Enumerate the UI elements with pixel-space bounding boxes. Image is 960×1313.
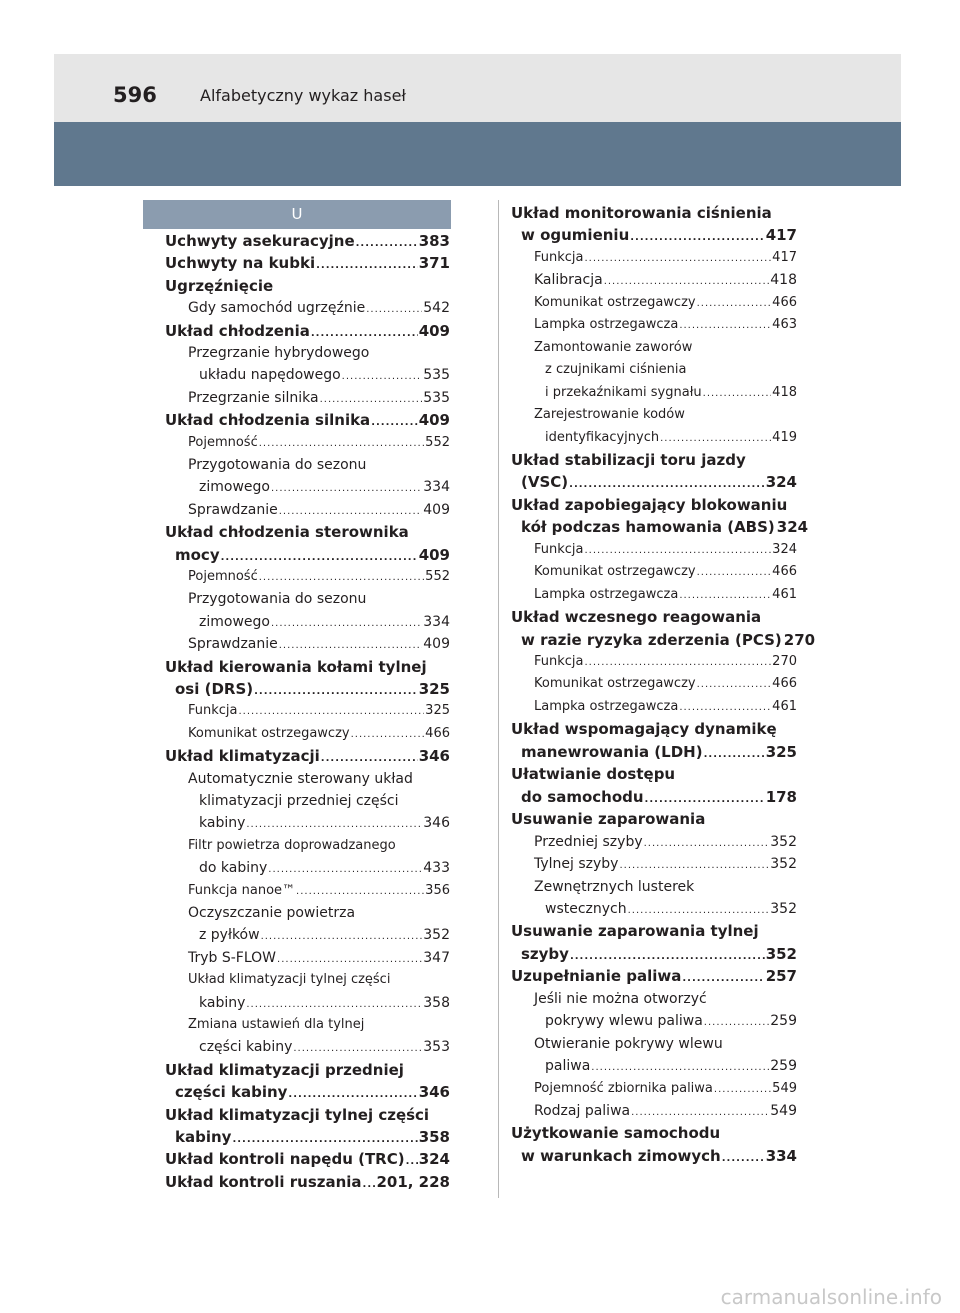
entry-page-number: 324	[776, 518, 809, 537]
entry-page-number: 409	[423, 636, 450, 653]
dot-leader	[371, 413, 418, 433]
entry-text: Zarejestrowanie kodów	[534, 407, 685, 423]
index-subentry	[511, 854, 797, 876]
index-subentry	[165, 1037, 450, 1059]
entry-text: Sprawdzanie	[188, 636, 278, 653]
entry-page-number: 466	[772, 294, 797, 310]
entry-text: Przegrzanie silnika	[188, 389, 319, 406]
entry-text: Układ klimatyzacji przedniej	[165, 1060, 404, 1079]
entry-text: Układ kierowania kołami tylnej	[165, 657, 427, 676]
index-entry	[511, 203, 797, 223]
index-subentry	[511, 360, 797, 380]
dot-leader	[644, 834, 770, 854]
index-entry	[165, 1172, 450, 1195]
index-subentry	[165, 948, 450, 970]
dot-leader	[682, 969, 764, 989]
dot-leader	[703, 384, 772, 404]
entry-page-number: 352	[770, 856, 797, 873]
index-subentry	[511, 338, 797, 358]
entry-text: w ogumieniu	[521, 226, 630, 245]
entry-text: w warunkach zimowych	[521, 1146, 721, 1165]
entry-page-number: 383	[418, 232, 450, 250]
dot-leader	[246, 995, 422, 1015]
entry-text: manewrowania (LDH)	[521, 742, 703, 761]
index-entry	[165, 679, 450, 702]
index-entry	[165, 410, 450, 433]
entry-text: Usuwanie zaparowania	[511, 810, 706, 829]
entry-page-number: 324	[765, 473, 797, 492]
entry-text: Układ klimatyzacji tylnej części	[165, 1105, 430, 1124]
entry-page-number: 259	[770, 1058, 797, 1075]
entry-text: Zewnętrznych lusterek	[534, 878, 695, 895]
dot-leader	[271, 614, 422, 634]
header-blue-band	[54, 122, 901, 186]
index-subentry	[511, 877, 797, 897]
entry-text: Użytkowanie samochodu	[511, 1124, 721, 1143]
index-subentry	[165, 791, 450, 811]
dot-leader	[630, 228, 764, 248]
dot-leader	[660, 429, 771, 449]
entry-page-number: 417	[765, 226, 797, 245]
entry-text: Lampka ostrzegawcza	[534, 317, 679, 333]
dot-leader	[569, 475, 765, 495]
dot-leader	[604, 272, 770, 292]
entry-text: Funkcja	[534, 541, 584, 557]
index-entry	[511, 1146, 797, 1169]
entry-page-number: 542	[423, 300, 450, 317]
dot-leader	[239, 702, 425, 722]
entry-page-number: 463	[772, 317, 797, 333]
dot-leader	[679, 316, 771, 336]
page-number: 596	[113, 83, 157, 107]
entry-text: Pojemność	[188, 434, 258, 450]
index-subentry	[165, 970, 450, 990]
dot-leader	[645, 790, 765, 810]
dot-leader	[679, 698, 771, 718]
dot-leader	[585, 541, 772, 561]
entry-text: Kalibracja	[534, 272, 603, 289]
entry-text: Pojemność zbiornika paliwa	[534, 1080, 713, 1096]
entry-text: Uzupełnianie paliwa	[511, 967, 682, 986]
dot-leader	[221, 548, 418, 568]
entry-page-number: 461	[772, 586, 797, 602]
entry-page-number: 466	[425, 725, 450, 741]
index-entry	[165, 276, 450, 296]
entry-text: zimowego	[199, 479, 270, 496]
entry-text: do samochodu	[521, 787, 644, 806]
index-subentry	[165, 1015, 450, 1035]
entry-text: kabiny	[175, 1128, 232, 1146]
index-subentry	[165, 343, 450, 363]
dot-leader	[311, 324, 418, 344]
entry-page-number: 409	[418, 545, 450, 564]
entry-text: Ugrzęźnięcie	[165, 276, 274, 295]
entry-page-number: 201, 228	[376, 1172, 450, 1191]
entry-text: Układ chłodzenia	[165, 321, 310, 340]
index-subentry	[511, 270, 797, 292]
index-subentry	[165, 724, 450, 745]
index-subentry	[165, 477, 450, 499]
entry-text: Komunikat ostrzegawczy	[534, 564, 696, 580]
dot-leader	[320, 390, 423, 410]
entry-page-number: 352	[765, 944, 797, 963]
index-subentry	[165, 455, 450, 475]
index-entry	[511, 719, 797, 739]
dot-leader	[321, 749, 418, 769]
entry-page-number: 461	[772, 698, 797, 714]
entry-text: z pyłków	[199, 927, 260, 944]
entry-page-number: 257	[765, 967, 797, 986]
entry-text: w razie ryzyka zderzenia (PCS)	[521, 630, 782, 649]
entry-text: Otwieranie pokrywy wlewu	[534, 1035, 723, 1052]
entry-page-number: 325	[765, 742, 797, 761]
index-subentry	[165, 925, 450, 947]
entry-page-number: 409	[418, 321, 450, 340]
index-subentry	[511, 1056, 797, 1078]
index-entry	[165, 1105, 450, 1125]
dot-leader	[316, 256, 418, 276]
column-divider	[498, 200, 499, 1198]
index-entry	[165, 1149, 450, 1172]
index-subentry	[511, 989, 797, 1009]
entry-text: Gdy samochód ugrzęźnie	[188, 300, 366, 317]
index-entry	[511, 225, 797, 248]
entry-page-number: 334	[423, 613, 450, 630]
entry-page-number: 535	[423, 389, 450, 406]
entry-page-number: 346	[418, 747, 450, 766]
entry-page-number: 549	[772, 1080, 797, 1096]
entry-text: Funkcja	[188, 703, 238, 719]
dot-leader	[254, 682, 418, 702]
index-entry	[165, 231, 450, 254]
entry-text: Układ zapobiegający blokowaniu	[511, 495, 788, 514]
entry-text: Sprawdzanie	[188, 501, 278, 518]
index-subentry	[165, 836, 450, 856]
index-subentry	[511, 1034, 797, 1054]
index-subentry	[165, 701, 450, 722]
dot-leader	[279, 502, 423, 522]
index-subentry	[165, 993, 450, 1015]
entry-text: Ułatwianie dostępu	[511, 765, 676, 784]
entry-page-number: 466	[772, 676, 797, 692]
index-entry	[165, 253, 450, 276]
entry-text: osi (DRS)	[175, 680, 254, 698]
entry-text: Przygotowania do sezonu	[188, 457, 367, 473]
dot-leader	[277, 950, 422, 970]
watermark: carmanualsonline.info	[720, 1285, 942, 1309]
dot-leader	[268, 860, 422, 880]
dot-leader	[631, 1103, 769, 1123]
dot-leader	[697, 563, 772, 583]
entry-text: Tryb S-FLOW	[188, 949, 277, 966]
entry-page-number: 417	[772, 249, 797, 265]
index-subentry	[165, 567, 450, 588]
entry-page-number: 270	[783, 630, 816, 649]
entry-text: klimatyzacji przedniej części	[199, 793, 399, 809]
entry-text: Rodzaj paliwa	[534, 1103, 631, 1119]
entry-page-number: 352	[770, 833, 797, 850]
index-entry	[511, 944, 797, 967]
entry-page-number: 347	[423, 949, 450, 966]
index-subentry	[511, 652, 797, 673]
entry-text: Lampka ostrzegawcza	[534, 698, 679, 714]
entry-text: Układ kontroli ruszania	[165, 1172, 362, 1191]
entry-page-number: 419	[772, 429, 797, 445]
entry-text: Pojemność	[188, 569, 258, 584]
index-entry	[511, 607, 797, 627]
entry-text: Komunikat ostrzegawczy	[188, 725, 350, 741]
index-subentry	[165, 634, 450, 656]
entry-page-number: 358	[418, 1128, 450, 1146]
entry-page-number: 409	[423, 501, 450, 518]
dot-leader	[628, 901, 770, 921]
index-entry	[511, 921, 797, 941]
entry-page-number: 346	[423, 815, 450, 832]
index-subentry	[511, 540, 797, 561]
entry-page-number: 352	[423, 927, 450, 944]
entry-page-number: 418	[770, 272, 797, 289]
index-entry	[511, 495, 797, 515]
index-entry	[511, 450, 797, 470]
dot-leader	[585, 653, 772, 673]
index-entry	[165, 1082, 450, 1105]
index-subentry	[165, 881, 450, 902]
index-subentry	[165, 365, 450, 387]
entry-text: paliwa	[545, 1058, 591, 1075]
entry-page-number: 418	[772, 384, 797, 400]
index-entry	[511, 472, 797, 495]
entry-text: szyby	[521, 944, 569, 963]
dot-leader	[591, 1058, 769, 1078]
dot-leader	[406, 1152, 418, 1172]
index-subentry	[511, 585, 797, 606]
index-subentry	[511, 899, 797, 921]
index-subentry	[165, 433, 450, 454]
entry-text: pokrywy wlewu paliwa	[545, 1013, 703, 1030]
entry-page-number: 178	[765, 787, 797, 806]
dot-leader	[704, 1013, 769, 1033]
entry-page-number: 549	[770, 1103, 797, 1119]
entry-text: z czujnikami ciśnienia	[545, 362, 687, 378]
index-subentry	[511, 383, 797, 404]
index-entry	[165, 746, 450, 769]
dot-leader	[279, 636, 423, 656]
entry-text: Układ chłodzenia silnika	[165, 411, 371, 430]
header-band	[54, 54, 901, 122]
index-subentry	[511, 1079, 797, 1100]
dot-leader	[246, 815, 422, 835]
entry-page-number: 552	[425, 434, 450, 450]
entry-text: Układ klimatyzacji	[165, 747, 320, 766]
entry-text: Przegrzanie hybrydowego	[188, 345, 370, 361]
dot-leader	[261, 927, 423, 947]
index-subentry	[511, 248, 797, 269]
index-subentry	[165, 388, 450, 410]
entry-text: Układ stabilizacji toru jazdy	[511, 450, 746, 469]
entry-page-number: 334	[423, 479, 450, 496]
dot-leader	[697, 294, 772, 314]
entry-text: Funkcja	[534, 654, 584, 669]
entry-page-number: 552	[425, 569, 450, 584]
dot-leader	[714, 1080, 771, 1100]
entry-text: Tylnej szyby	[534, 856, 619, 873]
dot-leader	[259, 434, 424, 454]
entry-text: Lampka ostrzegawcza	[534, 586, 679, 602]
entry-text: Funkcja	[534, 249, 584, 265]
dot-leader	[296, 882, 424, 902]
entry-page-number: 353	[423, 1039, 450, 1056]
dot-leader	[271, 479, 422, 499]
entry-page-number: 324	[418, 1150, 450, 1169]
dot-leader	[366, 300, 422, 320]
entry-text: (VSC)	[521, 473, 569, 492]
entry-text: i przekaźnikami sygnału	[545, 384, 702, 400]
index-entry	[165, 657, 450, 677]
dot-leader	[259, 568, 424, 588]
entry-page-number: 358	[423, 994, 450, 1011]
entry-text: Układ klimatyzacji tylnej części	[188, 972, 391, 988]
index-entry	[165, 321, 450, 344]
index-subentry	[511, 405, 797, 425]
entry-text: Układ wczesnego reagowania	[511, 608, 762, 627]
entry-page-number: 324	[772, 541, 797, 557]
dot-leader	[232, 1130, 417, 1150]
entry-page-number: 334	[765, 1146, 797, 1165]
entry-text: Układ monitorowania ciśnienia	[511, 204, 772, 222]
dot-leader	[722, 1149, 765, 1169]
entry-text: kabiny	[199, 994, 246, 1011]
entry-text: Zamontowanie zaworów	[534, 339, 693, 355]
entry-page-number: 466	[772, 564, 797, 580]
index-entry	[511, 517, 809, 540]
dot-leader	[585, 249, 772, 269]
index-entry	[511, 809, 797, 829]
index-subentry	[165, 589, 450, 609]
entry-text: Uchwyty asekuracyjne	[165, 232, 355, 250]
index-entry	[511, 742, 797, 765]
dot-leader	[704, 745, 765, 765]
entry-page-number: 352	[770, 900, 797, 917]
entry-text: Funkcja nanoe™	[188, 882, 296, 898]
index-entry	[165, 1060, 450, 1080]
entry-text: mocy	[175, 545, 220, 564]
dot-leader	[570, 947, 765, 967]
entry-text: części kabiny	[199, 1039, 293, 1056]
entry-text: kół podczas hamowania (ABS)	[521, 518, 775, 537]
dot-leader	[342, 367, 423, 387]
entry-text: Układ chłodzenia sterownika	[165, 523, 409, 542]
entry-page-number: 356	[425, 882, 450, 898]
dot-leader	[356, 234, 418, 254]
entry-text: Komunikat ostrzegawczy	[534, 294, 696, 310]
index-entry	[165, 522, 450, 542]
index-entry	[511, 1123, 797, 1143]
entry-page-number: 270	[772, 654, 797, 669]
entry-text: Przygotowania do sezonu	[188, 591, 367, 608]
index-entry	[511, 966, 797, 989]
index-subentry	[165, 813, 450, 835]
entry-text: Uchwyty na kubki	[165, 254, 316, 273]
entry-page-number: 433	[423, 860, 450, 877]
entry-page-number: 325	[418, 680, 450, 698]
index-entry	[165, 545, 450, 568]
entry-page-number: 535	[423, 367, 450, 384]
index-subentry	[165, 612, 450, 634]
index-entry	[511, 764, 797, 784]
dot-leader	[697, 675, 772, 695]
page-title: Alfabetyczny wykaz haseł	[200, 86, 406, 105]
index-subentry	[511, 428, 797, 449]
entry-text: identyfikacyjnych	[545, 429, 660, 445]
entry-page-number: 259	[770, 1013, 797, 1030]
index-subentry	[511, 293, 797, 314]
entry-text: Filtr powietrza doprowadzanego	[188, 837, 396, 853]
entry-text: Komunikat ostrzegawczy	[534, 676, 696, 692]
entry-text: Zmiana ustawień dla tylnej	[188, 1017, 365, 1032]
index-subentry	[511, 697, 797, 718]
section-letter-heading: U	[143, 200, 451, 229]
dot-leader	[363, 1175, 376, 1195]
entry-page-number: 325	[425, 703, 450, 719]
index-subentry	[511, 674, 797, 695]
dot-leader	[679, 586, 771, 606]
index-entry	[511, 787, 797, 810]
entry-page-number: 371	[418, 254, 450, 273]
index-subentry	[165, 769, 450, 789]
entry-page-number: 409	[418, 411, 450, 430]
entry-text: Przedniej szyby	[534, 833, 643, 850]
entry-text: części kabiny	[175, 1083, 288, 1102]
entry-text: układu napędowego	[199, 367, 341, 384]
entry-text: Oczyszczanie powietrza	[188, 905, 356, 921]
dot-leader	[619, 856, 769, 876]
entry-text: Usuwanie zaparowania tylnej	[511, 922, 759, 941]
dot-leader	[351, 725, 425, 745]
index-subentry	[511, 562, 797, 583]
index-subentry	[165, 858, 450, 880]
index-subentry	[511, 1101, 797, 1123]
entry-text: do kabiny	[199, 860, 268, 877]
entry-text: Układ kontroli napędu (TRC)	[165, 1150, 405, 1169]
entry-text: Układ wspomagający dynamikę	[511, 720, 777, 739]
index-entry	[165, 1127, 450, 1150]
index-entry	[511, 630, 816, 653]
index-subentry	[511, 315, 797, 336]
index-subentry	[165, 903, 450, 923]
entry-text: zimowego	[199, 613, 270, 630]
index-subentry	[511, 1011, 797, 1033]
dot-leader	[288, 1085, 417, 1105]
index-subentry	[511, 832, 797, 854]
entry-text: Jeśli nie można otworzyć	[534, 990, 707, 1007]
dot-leader	[293, 1039, 422, 1059]
index-subentry	[165, 298, 450, 320]
entry-text: Automatycznie sterowany układ	[188, 770, 413, 787]
entry-text: wstecznych	[545, 900, 627, 917]
index-subentry	[165, 500, 450, 522]
entry-text: kabiny	[199, 815, 246, 832]
entry-page-number: 346	[418, 1083, 450, 1102]
